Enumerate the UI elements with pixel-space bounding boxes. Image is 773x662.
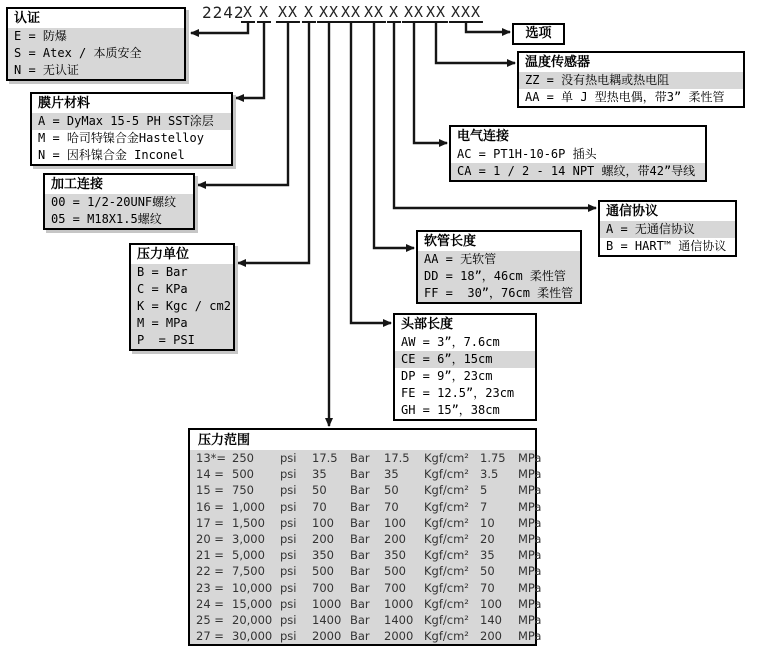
option-row: M = 哈司特镍合金Hastelloy (38, 131, 204, 145)
connector-pressure-unit (238, 22, 309, 263)
option-row: CE = 6”，15cm (395, 351, 535, 368)
option-row (190, 499, 542, 515)
table-cell: psi (280, 451, 297, 465)
model-code-group: X (388, 3, 400, 21)
option-row: AW = 3”，7.6cm (401, 335, 500, 349)
model-code-group: XX (318, 3, 340, 21)
table-cell: Kgf/cm² (424, 596, 469, 611)
box-title: 软管长度 (418, 232, 580, 251)
option-row: DP = 9”，23cm (401, 369, 493, 383)
table-cell: psi (280, 629, 297, 644)
box-temperature-sensor (517, 51, 745, 108)
option-row (190, 563, 542, 579)
table-cell: 200 (312, 532, 334, 547)
table-cell: Bar (350, 532, 370, 547)
option-row: 05 = M18X1.5螺纹 (45, 211, 193, 228)
model-code-group: XX (403, 3, 425, 21)
table-cell: 50 (384, 483, 399, 498)
box-title: 头部长度 (395, 315, 535, 334)
model-code-group: XX (340, 3, 362, 21)
option-row: B = HART™ 通信协议 (606, 239, 727, 253)
table-cell: 7,500 (232, 564, 265, 579)
table-cell: psi (280, 596, 297, 611)
table-cell: 10,000 (232, 580, 273, 595)
table-cell: Kgf/cm² (424, 451, 469, 465)
table-cell: 100 (384, 515, 406, 530)
option-row: B = Bar (131, 264, 233, 281)
box-diaphragm-material (30, 92, 233, 166)
table-cell: 200 (480, 629, 502, 644)
table-cell: MPa (518, 515, 542, 530)
box-rows (32, 113, 231, 164)
table-cell: Kgf/cm² (424, 532, 469, 547)
model-code-prefix: 2242 (202, 3, 245, 22)
box-title: 温度传感器 (519, 53, 743, 72)
table-cell: 15,000 (232, 596, 273, 611)
table-cell: psi (280, 580, 297, 595)
option-row: ZZ = 没有热电耦或热电阻 (519, 72, 743, 89)
box-head-length (393, 313, 537, 421)
option-row: C = KPa (131, 281, 233, 298)
table-cell: 3,000 (232, 532, 265, 547)
table-cell: 50 (480, 564, 495, 579)
option-row (190, 466, 542, 482)
option-row: N = 因科镍合金 Inconel (38, 148, 185, 162)
table-cell: Bar (350, 629, 370, 644)
box-rows (600, 221, 735, 255)
table-cell: 2000 (312, 629, 342, 644)
table-cell: 100 (312, 515, 334, 530)
table-cell: MPa (518, 596, 542, 611)
table-cell: Kgf/cm² (424, 467, 469, 482)
model-code-group: XX (425, 3, 447, 21)
table-cell: 7 (480, 499, 488, 514)
table-cell: psi (280, 499, 297, 514)
table-cell: Bar (350, 580, 370, 595)
option-row (190, 580, 542, 596)
box-title: 加工连接 (45, 175, 193, 194)
table-cell: Bar (350, 467, 370, 482)
option-row (190, 531, 542, 547)
table-cell: Kgf/cm² (424, 515, 469, 530)
model-code-group: X (303, 3, 315, 21)
option-row (190, 482, 542, 498)
table-cell: Bar (350, 483, 370, 498)
option-row: E = 防爆 (8, 28, 184, 45)
box-rows (8, 28, 184, 79)
table-cell: 15 = (196, 483, 224, 498)
table-cell: 20,000 (232, 613, 273, 628)
table-cell: MPa (518, 629, 542, 644)
box-options (512, 23, 565, 45)
box-communication-protocol (598, 200, 737, 257)
table-cell: 21 = (196, 548, 224, 563)
table-cell: 1.75 (480, 451, 506, 465)
table-cell: 250 (232, 451, 254, 465)
table-cell: MPa (518, 580, 542, 595)
model-code-group: XX (277, 3, 299, 21)
table-cell: 70 (384, 499, 399, 514)
connector-hose-length (374, 22, 414, 248)
table-cell: Bar (350, 548, 370, 563)
table-cell: Kgf/cm² (424, 483, 469, 498)
box-title: 认证 (8, 9, 184, 28)
box-rows (45, 194, 193, 228)
box-rows (395, 334, 535, 419)
box-rows (451, 146, 705, 180)
model-code-group: XX (363, 3, 385, 21)
table-cell: 35 (480, 548, 495, 563)
table-cell: MPa (518, 451, 542, 465)
box-title: 压力范围 (190, 430, 535, 450)
table-cell: 700 (384, 580, 406, 595)
box-title: 膜片材料 (32, 94, 231, 113)
table-cell: Bar (350, 564, 370, 579)
table-cell: 20 = (196, 532, 224, 547)
option-row (190, 450, 542, 466)
table-cell: 1400 (312, 613, 342, 628)
box-title: 电气连接 (451, 127, 705, 146)
table-cell: 35 (384, 467, 399, 482)
table-cell: MPa (518, 548, 542, 563)
table-cell: 500 (312, 564, 334, 579)
table-cell: psi (280, 467, 297, 482)
connector-certification (191, 22, 248, 33)
table-cell: Kgf/cm² (424, 580, 469, 595)
table-cell: 35 (312, 467, 327, 482)
table-cell: 140 (480, 613, 502, 628)
option-row: M = MPa (131, 315, 233, 332)
table-cell: Kgf/cm² (424, 629, 469, 644)
box-title: 选项 (514, 25, 563, 41)
table-cell: 24 = (196, 596, 224, 611)
table-cell: Bar (350, 613, 370, 628)
box-electrical-connection (449, 125, 707, 182)
table-cell: Kgf/cm² (424, 564, 469, 579)
table-cell: MPa (518, 613, 542, 628)
table-cell: 200 (384, 532, 406, 547)
table-cell: 750 (232, 483, 254, 498)
box-process-connection (43, 173, 195, 230)
table-cell: 1000 (384, 596, 414, 611)
connector-diaphragm-material (236, 22, 264, 98)
table-cell: psi (280, 613, 297, 628)
table-cell: 70 (312, 499, 327, 514)
table-cell: MPa (518, 483, 542, 498)
table-cell: MPa (518, 532, 542, 547)
table-cell: 13*= (196, 451, 227, 465)
option-row: AA = 单 J 型热电偶，带3” 柔性管 (525, 90, 725, 104)
table-cell: 350 (312, 548, 334, 563)
table-cell: Bar (350, 451, 370, 465)
table-cell: Bar (350, 596, 370, 611)
box-rows (190, 450, 542, 644)
table-cell: 50 (312, 483, 327, 498)
table-cell: psi (280, 564, 297, 579)
box-hose-length (416, 230, 582, 304)
option-row: A = 无通信协议 (600, 221, 735, 238)
box-rows (131, 264, 233, 349)
option-row: AA = 无软管 (418, 251, 580, 268)
box-rows (418, 251, 580, 302)
option-row: CA = 1 / 2 - 14 NPT 螺纹，带42”导线 (451, 163, 705, 180)
model-code-group: X (242, 3, 254, 21)
option-row (190, 612, 542, 628)
table-cell: 5,000 (232, 548, 265, 563)
table-cell: 100 (480, 596, 502, 611)
box-certification (6, 7, 186, 81)
table-cell: 23 = (196, 580, 224, 595)
option-row (190, 515, 542, 531)
table-cell: MPa (518, 499, 542, 514)
option-row: K = Kgc / cm2 (131, 298, 233, 315)
table-cell: MPa (518, 564, 542, 579)
table-cell: psi (280, 532, 297, 547)
box-title: 通信协议 (600, 202, 735, 221)
table-cell: 1,000 (232, 499, 265, 514)
option-row: FE = 12.5”，23cm (401, 386, 515, 400)
box-rows (519, 72, 743, 106)
option-row: S = Atex / 本质安全 (8, 45, 184, 62)
table-cell: 350 (384, 548, 406, 563)
option-row: N = 无认证 (8, 62, 184, 79)
table-cell: psi (280, 548, 297, 563)
connector-electrical-connection (414, 22, 447, 143)
option-row (190, 596, 542, 612)
box-pressure-unit (129, 243, 235, 351)
table-cell: 700 (312, 580, 334, 595)
table-cell: 20 (480, 532, 495, 547)
table-cell: 5 (480, 483, 488, 498)
table-cell: 27 = (196, 629, 224, 644)
table-cell: 17.5 (312, 451, 338, 465)
table-cell: 500 (232, 467, 254, 482)
option-row: A = DyMax 15-5 PH SST涂层 (32, 113, 231, 130)
table-cell: Kgf/cm² (424, 499, 469, 514)
table-cell: 1400 (384, 613, 414, 628)
table-cell: 16 = (196, 499, 224, 514)
table-cell: 500 (384, 564, 406, 579)
table-cell: Kgf/cm² (424, 548, 469, 563)
connector-temperature-sensor (436, 22, 515, 63)
option-row: GH = 15”，38cm (401, 403, 500, 417)
box-title: 压力单位 (131, 245, 233, 264)
table-cell: 1,500 (232, 515, 265, 530)
table-cell: 14 = (196, 467, 224, 482)
table-cell: 70 (480, 580, 495, 595)
connector-head-length (351, 22, 391, 323)
table-cell: 1000 (312, 596, 342, 611)
model-code-group: XXX (450, 3, 482, 21)
table-cell: 3.5 (480, 467, 499, 482)
table-cell: Kgf/cm² (424, 613, 469, 628)
table-cell: 22 = (196, 564, 224, 579)
option-row: FF = 30”，76cm 柔性管 (418, 285, 580, 302)
table-cell: 30,000 (232, 629, 273, 644)
option-row: 00 = 1/2-20UNF螺纹 (45, 194, 193, 211)
option-row: AC = PT1H-10-6P 插头 (457, 147, 597, 161)
model-code-group: X (258, 3, 270, 21)
box-pressure-range (188, 428, 542, 646)
connector-options (466, 22, 510, 32)
table-cell: Bar (350, 499, 370, 514)
table-cell: psi (280, 483, 297, 498)
table-cell: 17 = (196, 515, 224, 530)
table-cell: 25 = (196, 613, 224, 628)
table-cell: MPa (518, 467, 542, 482)
table-cell: 10 (480, 515, 495, 530)
table-cell: psi (280, 515, 297, 530)
option-row: DD = 18”，46cm 柔性管 (418, 268, 580, 285)
table-cell: 17.5 (384, 451, 410, 465)
option-row (190, 547, 542, 563)
option-row (190, 628, 542, 644)
table-cell: 2000 (384, 629, 414, 644)
option-row: P = PSI (131, 332, 233, 349)
table-cell: Bar (350, 515, 370, 530)
